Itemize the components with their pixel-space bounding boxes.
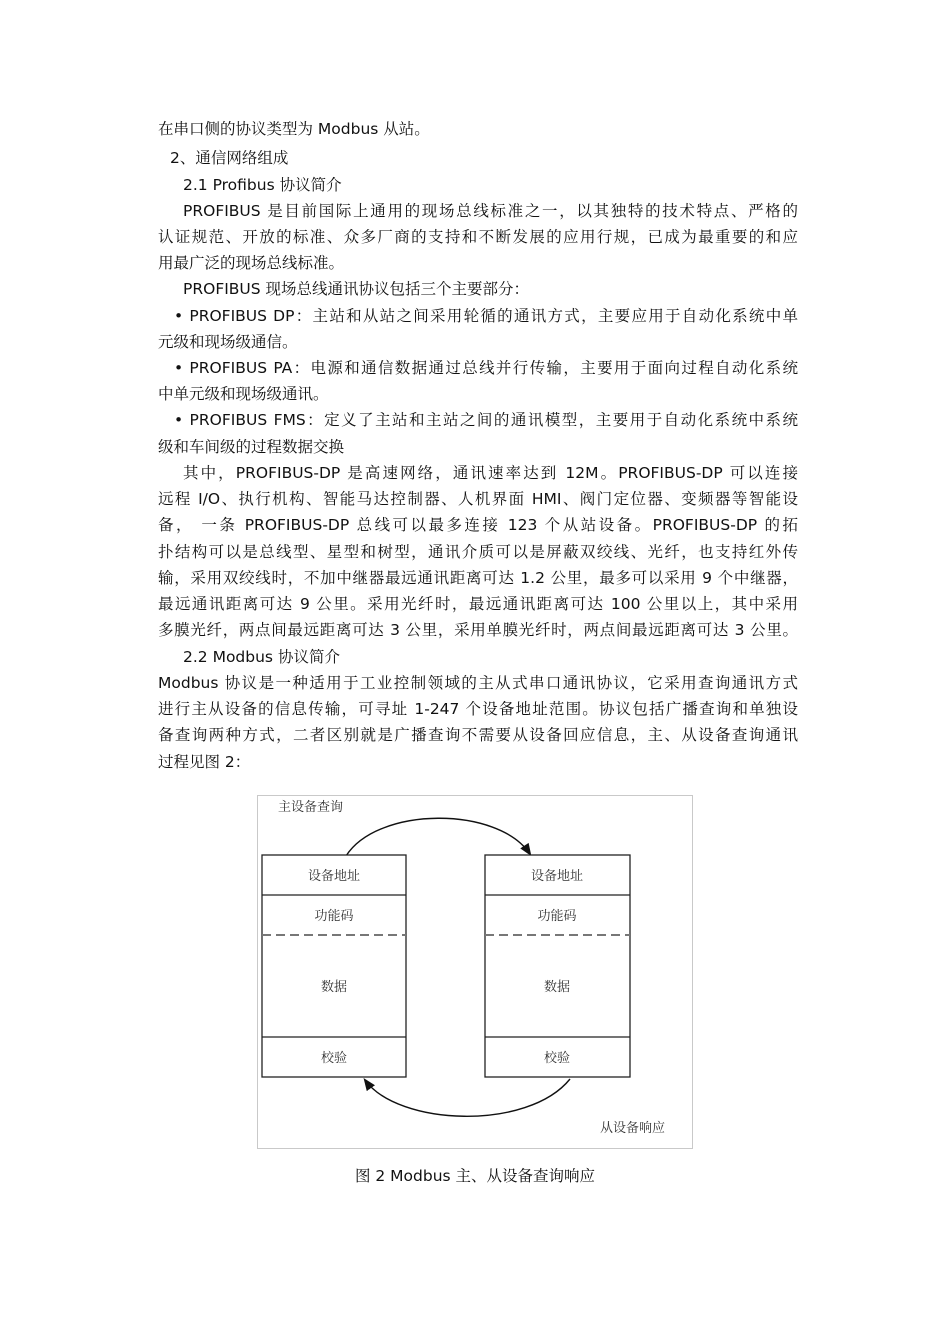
slave-frame xyxy=(485,855,630,1077)
checksum-field: 校验 xyxy=(543,1051,571,1066)
data-field: 数据 xyxy=(543,980,571,995)
function-code-field: 功能码 xyxy=(314,909,354,924)
paragraph-line: PROFIBUS 现场总线通讯协议包括三个主要部分： xyxy=(183,280,530,298)
subsection-heading: 2.2 Modbus 协议简介 xyxy=(183,648,340,666)
bullet-item: • PROFIBUS FMS：定义了主站和主站之间的通讯模型，主要用于自动化系统中系统 xyxy=(174,411,798,429)
paragraph-line: 元级和现场级通信。 xyxy=(158,333,298,351)
paragraph-line: 其中，PROFIBUS-DP 是高速网络，通讯速率达到 12M。PROFIBUS-DP 可以连接 xyxy=(183,464,798,482)
device-address-field: 设备地址 xyxy=(307,869,361,884)
diagram-canvas xyxy=(258,796,692,1148)
paragraph-line: 认证规范、开放的标准、众多厂商的支持和不断发展的应用行规，已成为最重要的和应 xyxy=(158,228,798,246)
checksum-field: 校验 xyxy=(320,1051,348,1066)
function-code-field: 功能码 xyxy=(537,909,577,924)
bullet-item: • PROFIBUS DP：主站和从站之间采用轮循的通讯方式，主要应用于自动化系统中单 xyxy=(174,307,798,325)
master-query-label: 主设备查询 xyxy=(278,800,344,815)
response-arrow xyxy=(365,1079,570,1116)
paragraph-line: 备查询两种方式，二者区别就是广播查询不需要从设备回应信息，主、从设备查询通讯 xyxy=(158,726,798,744)
paragraph-line: 扑结构可以是总线型、星型和树型，通讯介质可以是屏蔽双绞线、光纤，也支持红外传 xyxy=(158,543,798,561)
data-field: 数据 xyxy=(320,980,348,995)
paragraph-line: 中单元级和现场级通讯。 xyxy=(158,385,329,403)
paragraph-line: 过程见图 2： xyxy=(158,753,251,771)
figure-caption: 图 2 Modbus 主、从设备查询响应 xyxy=(354,1167,596,1185)
bullet-item: • PROFIBUS PA：电源和通信数据通过总线并行传输，主要用于面向过程自动化系统 xyxy=(174,359,798,377)
section-heading: 2、通信网络组成 xyxy=(170,149,289,167)
subsection-heading: 2.1 Profibus 协议简介 xyxy=(183,176,342,194)
paragraph-line: 用最广泛的现场总线标准。 xyxy=(158,254,345,272)
modbus-diagram xyxy=(257,795,693,1149)
paragraph-line: 输，采用双绞线时，不加中继器最远通讯距离可达 1.2 公里，最多可以采用 9 个中继器， xyxy=(158,569,798,587)
query-arrow xyxy=(346,818,530,856)
paragraph-line: PROFIBUS 是目前国际上通用的现场总线标准之一，以其独特的技术特点、严格的 xyxy=(183,202,798,220)
device-address-field: 设备地址 xyxy=(530,869,584,884)
paragraph-line: 远程 I/O、执行机构、智能马达控制器、人机界面 HMI、阀门定位器、变频器等智能设 xyxy=(158,490,798,508)
paragraph-line: Modbus 协议是一种适用于工业控制领域的主从式串口通讯协议，它采用查询通讯方式 xyxy=(158,674,798,692)
paragraph-line: 备， 一条 PROFIBUS-DP 总线可以最多连接 123 个从站设备。PROFIBUS-DP 的拓 xyxy=(158,516,798,534)
slave-response-label: 从设备响应 xyxy=(600,1121,666,1136)
paragraph-line: 最远通讯距离可达 9 公里。采用光纤时，最远通讯距离可达 100 公里以上，其中采用 xyxy=(158,595,798,613)
master-frame xyxy=(262,855,406,1077)
paragraph-line: 进行主从设备的信息传输，可寻址 1-247 个设备地址范围。协议包括广播查询和单独设 xyxy=(158,700,798,718)
paragraph-line: 多膜光纤，两点间最远距离可达 3 公里，采用单膜光纤时，两点间最远距离可达 3 公里。 xyxy=(158,621,798,639)
paragraph-line: 在串口侧的协议类型为 Modbus 从站。 xyxy=(158,120,430,138)
paragraph-line: 级和车间级的过程数据交换 xyxy=(158,438,345,456)
